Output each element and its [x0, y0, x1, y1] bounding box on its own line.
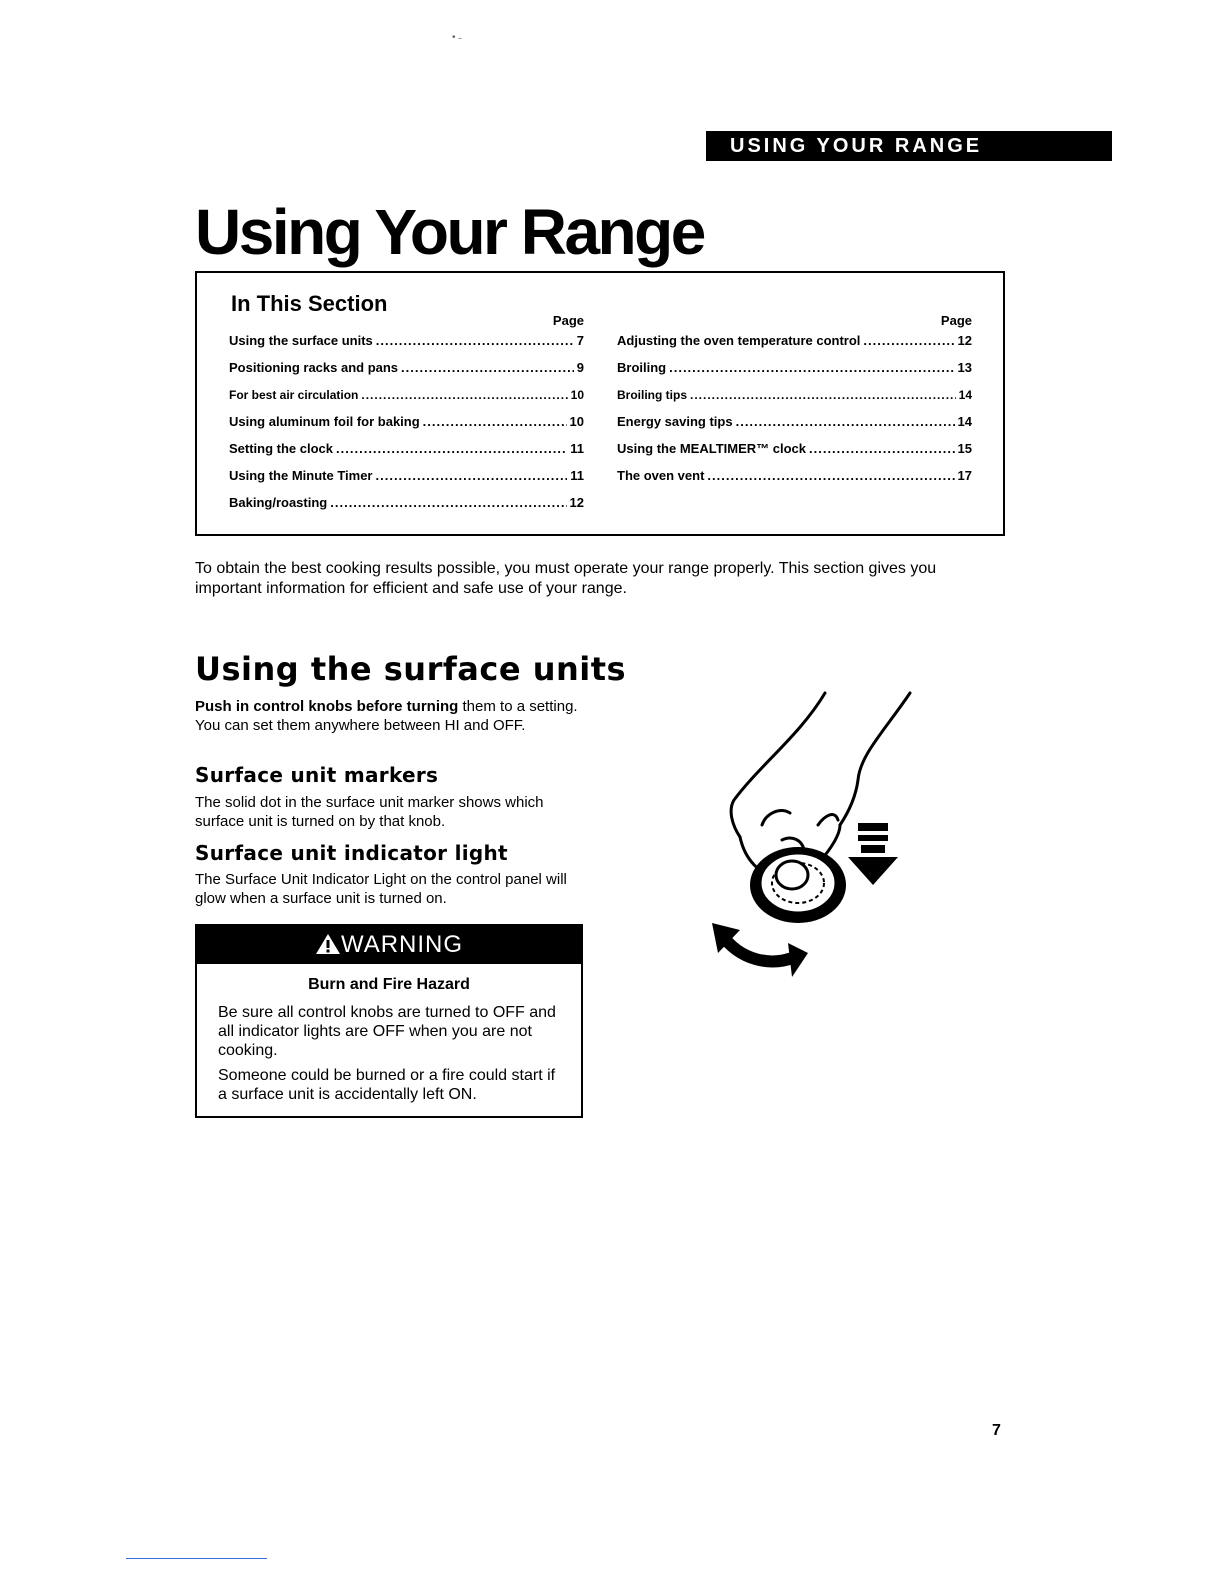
toc-item[interactable] [617, 358, 972, 385]
toc-item-label: Using aluminum foil for baking [229, 414, 420, 429]
toc-item-label: The oven vent [617, 468, 705, 483]
toc-box [195, 271, 1005, 536]
toc-item-label: Baking/roasting [229, 495, 328, 510]
warning-paragraph-1: Be sure all control knobs are turned to OFF and all indicator lights are OFF when you are not cooking. [218, 1004, 556, 1059]
toc-item-page: 9 [576, 360, 584, 375]
toc-item-label: Broiling [617, 360, 667, 375]
toc-item-page: 14 [958, 388, 972, 402]
toc-item-label: Using the Minute Timer [229, 468, 373, 483]
toc-item[interactable] [617, 331, 972, 358]
toc-item[interactable] [617, 385, 972, 412]
page-title: Using Your Range [195, 196, 704, 268]
hand-pushing-knob-icon [700, 685, 940, 990]
toc-item-label: Setting the clock [229, 441, 334, 456]
toc-item-label: Using the surface units [229, 333, 373, 348]
toc-item-page: 13 [957, 360, 972, 375]
toc-leader [330, 493, 566, 513]
toc-item-label: Broiling tips [617, 388, 687, 402]
warning-box [195, 924, 583, 1118]
toc-item[interactable] [229, 412, 584, 439]
toc-item-page: 10 [569, 414, 584, 429]
intro-paragraph: To obtain the best cooking results possible, you must operate your range properly. This section gives you important information for efficient and safe use of your range. [195, 560, 937, 597]
toc-item[interactable] [229, 493, 584, 520]
toc-heading: In This Section [231, 291, 388, 316]
toc-leader [376, 331, 574, 351]
push-knobs-paragraph [195, 697, 585, 735]
toc-leader [690, 385, 956, 405]
toc-item-label: Positioning racks and pans [229, 360, 399, 375]
toc-page-label: Page [552, 313, 584, 328]
toc-leader [376, 466, 568, 486]
markers-heading: Surface unit markers [195, 763, 439, 787]
toc-item[interactable] [229, 466, 584, 493]
footer-rule [126, 1558, 267, 1559]
toc-item-page: 15 [957, 441, 972, 456]
toc-item-page: 17 [957, 468, 972, 483]
toc-item-label: Energy saving tips [617, 414, 733, 429]
toc-leader [423, 412, 567, 432]
section-title: Using the surface units [195, 650, 627, 688]
toc-item-page: 12 [957, 333, 972, 348]
warning-triangle-icon [315, 933, 341, 955]
toc-item-label: For best air circulation [229, 388, 359, 402]
push-knobs-bold: Push in control knobs before turning [195, 698, 459, 715]
toc-item[interactable] [229, 385, 584, 412]
toc-leader [707, 466, 954, 486]
toc-leader [863, 331, 954, 351]
section-banner: USING YOUR RANGE [706, 131, 1112, 161]
toc-leader [736, 412, 955, 432]
toc-item-page: 11 [570, 468, 584, 483]
toc-item-label: Adjusting the oven temperature control [617, 333, 861, 348]
scan-specks: • ˗ [452, 32, 462, 43]
warning-paragraph-2: Someone could be burned or a fire could start if a surface unit is accidentally left ON. [218, 1067, 556, 1103]
indicator-paragraph: The Surface Unit Indicator Light on the control panel will glow when a surface unit is turned on. [195, 871, 567, 907]
toc-item[interactable] [229, 358, 584, 385]
warning-header [197, 926, 581, 964]
toc-item-label: Using the MEALTIMER™ clock [617, 441, 806, 456]
indicator-heading: Surface unit indicator light [195, 841, 508, 865]
toc-item[interactable] [617, 412, 972, 439]
toc-item-page: 14 [957, 414, 972, 429]
toc-item-page: 10 [570, 388, 584, 402]
toc-item[interactable] [229, 439, 584, 466]
toc-item[interactable] [617, 466, 972, 493]
toc-leader [669, 358, 954, 378]
push-knobs-text: them to a setting. You can set them anywhere between HI and OFF. [195, 698, 578, 734]
toc-item-page: 11 [570, 441, 584, 456]
markers-paragraph: The solid dot in the surface unit marker shows which surface unit is turned on by that knob. [195, 794, 544, 830]
toc-item-page: 7 [576, 333, 584, 348]
toc-leader [809, 439, 955, 459]
page-number: 7 [992, 1422, 1001, 1439]
toc-leader [336, 439, 567, 459]
toc-right-column [617, 313, 972, 493]
warning-label: WARNING [340, 931, 464, 958]
warning-subtitle: Burn and Fire Hazard [308, 976, 470, 993]
toc-left-column [229, 313, 584, 520]
toc-item-page: 12 [569, 495, 584, 510]
toc-item[interactable] [229, 331, 584, 358]
toc-leader [401, 358, 574, 378]
toc-leader [361, 385, 567, 405]
toc-page-label: Page [940, 313, 972, 328]
toc-item[interactable] [617, 439, 972, 466]
